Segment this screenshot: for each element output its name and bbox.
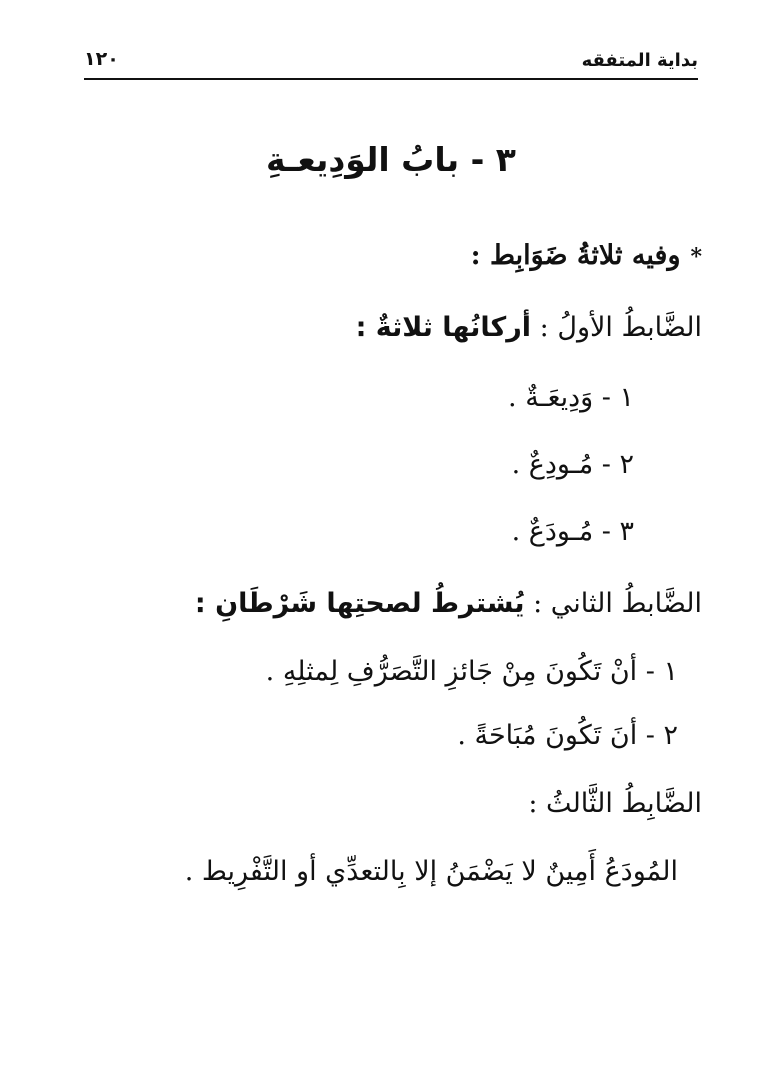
rule-2-label: الضَّابطُ الثاني : <box>533 588 702 619</box>
book-title: بداية المتفقه <box>581 50 698 71</box>
rule-1-label: الضَّابطُ الأولُ : <box>539 312 702 343</box>
page-number: ١٢٠ <box>84 48 119 70</box>
intro-line <box>84 236 702 277</box>
rule-2-heading <box>84 584 702 624</box>
rule-1-item-2: ٢ - مُـودِعٌ . <box>511 449 634 480</box>
bullet-icon: * <box>690 244 702 270</box>
rule-3-heading <box>84 784 702 824</box>
header-rule <box>84 78 698 80</box>
rule-1-item-3: ٣ - مُـودَعٌ . <box>511 516 634 547</box>
intro-text: وفيه ثلاثةُ ضَوَابِط : <box>470 240 681 271</box>
chapter-title: ٣ - بابُ الوَدِيعـةِ <box>266 140 516 179</box>
rule-2-desc: يُشترطُ لصحتِها شَرْطَانِ : <box>194 588 525 619</box>
rule-3-text: المُودَعُ أَمِينٌ لا يَضْمَنُ إلا بِالتعدِّي أو التَّفْرِيط . <box>184 856 678 887</box>
rule-1-heading <box>84 308 702 348</box>
running-header <box>84 48 698 76</box>
rule-1-item-1: ١ - وَدِيعَـةٌ . <box>508 382 634 413</box>
rule-3-label: الضَّابِطُ الثَّالثُ : <box>528 788 702 819</box>
rule-1-desc: أركانُها ثلاثةٌ : <box>355 312 532 343</box>
rule-2-item-2: ٢ - أنَ تَكُونَ مُبَاحَةً . <box>457 720 678 751</box>
rule-2-item-1: ١ - أنْ تَكُونَ مِنْ جَائزِ التَّصَرُّفِ لِمثلِهِ . <box>265 656 678 687</box>
